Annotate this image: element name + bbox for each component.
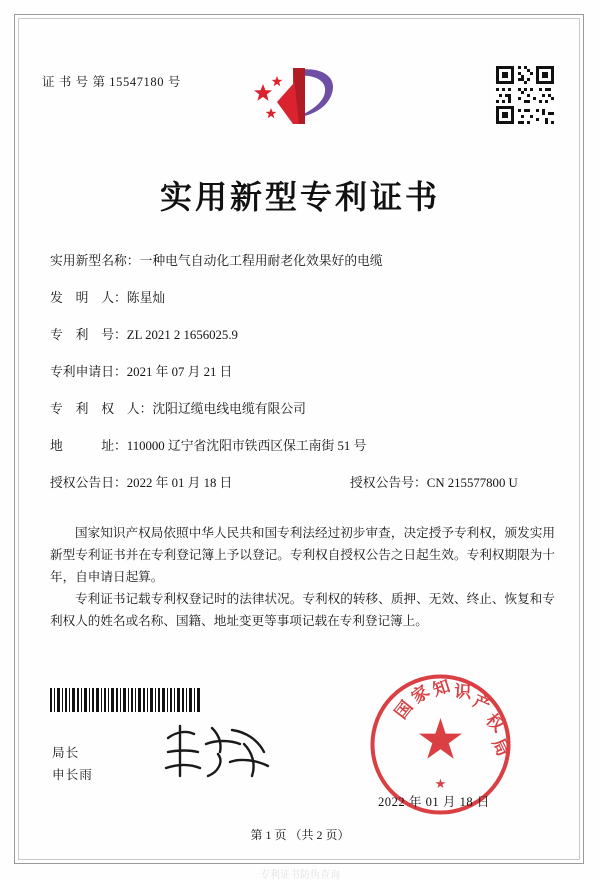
grant-date-value: 2022 年 01 月 18 日 [126,476,233,490]
page-indicator: 第 1 页 （共 2 页） [250,828,350,842]
field-label: 专 利 权 人： [50,402,153,416]
field-value: 沈阳辽缆电线电缆有限公司 [152,402,306,416]
barcode-icon [50,688,200,712]
handwritten-signature-icon [160,718,280,788]
field-label: 专 利 号： [50,328,127,342]
certificate-number: 证 书 号 第 15547180 号 [42,75,181,89]
grant-number-label: 授权公告号： [350,476,427,490]
field-label: 专利申请日： [50,365,127,379]
svg-text:国: 国 [391,697,417,723]
field-value: 2021 年 07 月 21 日 [126,365,233,379]
field-row-application-date [50,361,555,398]
field-label: 地 址： [50,439,127,453]
bureau-director-label: 局长 [52,746,80,760]
svg-text:权: 权 [482,710,508,736]
field-row-patent-number [50,324,555,361]
svg-text:家: 家 [407,681,433,708]
field-row-invention-name [50,250,555,287]
field-row-grant-announcement [50,472,555,509]
field-row-address [50,435,555,472]
grant-number-value: CN 215577800 U [426,476,518,490]
page-title: 实用新型专利证书 [159,179,440,215]
body-paragraph-2: 专利证书记载专利权登记时的法律状况。专利权的转移、质押、无效、终止、恢复和专利权人的姓名或名称、国籍、地址变更等事项记载在专利登记簿上。 [50,592,555,628]
body-paragraph-1: 国家知识产权局依照中华人民共和国专利法经过初步审查，决定授予专利权，颁发实用新型专利证书并在专利登记簿上予以登记。专利权自授权公告之日起生效。专利权期限为十年，自申请日起算。 [50,526,555,584]
svg-text:★: ★ [434,776,447,791]
grant-date-label: 授权公告日： [50,476,127,490]
field-label: 实用新型名称： [50,254,140,268]
field-value: 110000 辽宁省沈阳市铁西区保工南街 51 号 [126,439,367,453]
bureau-director-name: 申长雨 [52,768,93,782]
field-value: 一种电气自动化工程用耐老化效果好的电缆 [139,254,383,268]
field-label: 发 明 人： [50,291,127,305]
grant-number-group [350,472,518,491]
seal-date: 2022 年 01 月 18 日 [378,795,490,809]
svg-text:产: 产 [470,691,494,716]
svg-text:识: 识 [453,682,472,702]
qr-code-icon [494,64,556,126]
ip-office-logo-icon [253,62,345,132]
field-value: 陈星灿 [126,291,166,305]
footer-faint-text: 专利证书防伪查询 [260,870,340,881]
certificate-fields [50,250,555,509]
svg-text:局: 局 [488,735,513,760]
field-row-inventor [50,287,555,324]
field-value: ZL 2021 2 1656025.9 [126,328,238,342]
field-row-patentee [50,398,555,435]
svg-text:知: 知 [430,676,453,700]
